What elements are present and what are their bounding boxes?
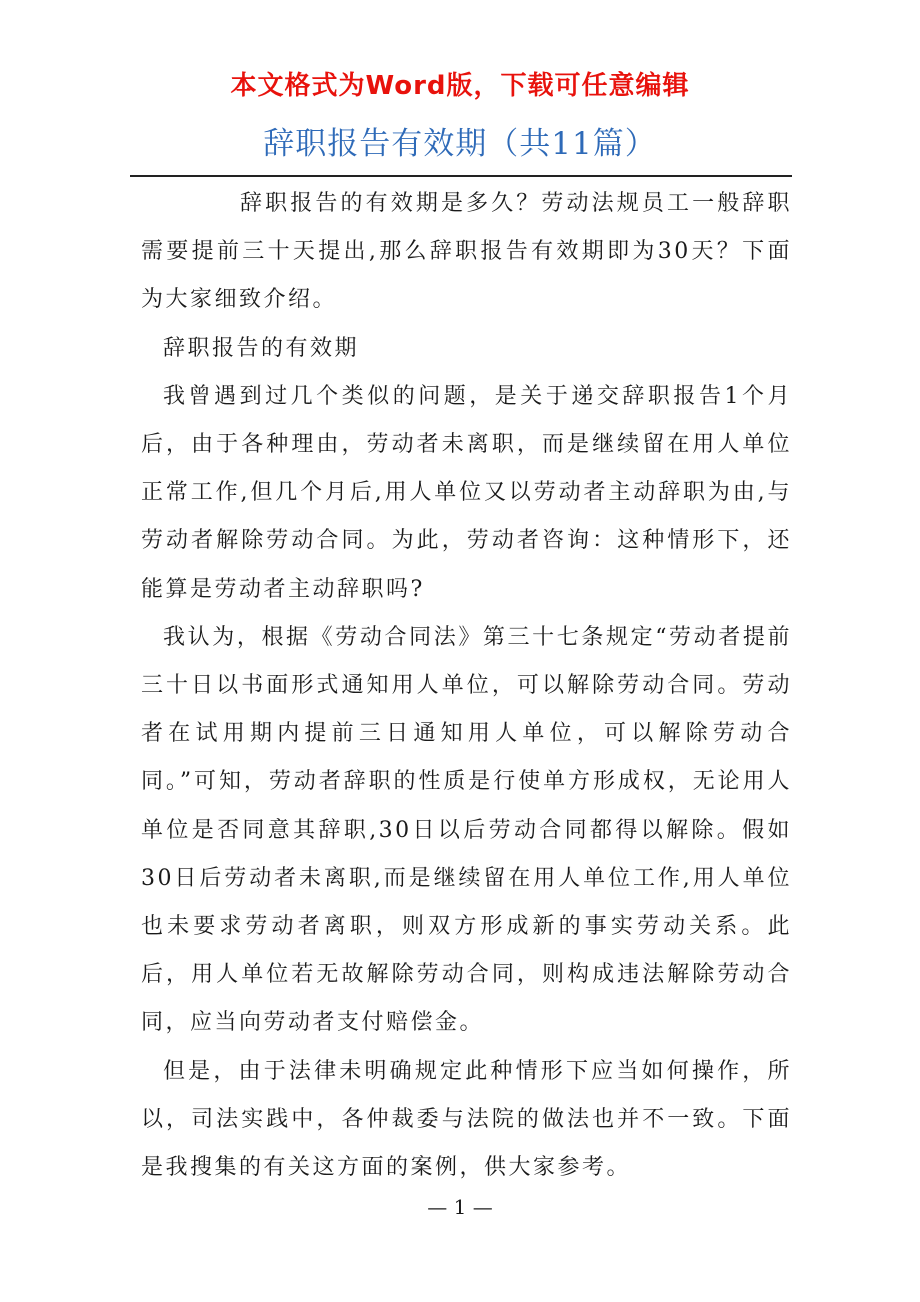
body-paragraph: 我曾遇到过几个类似的问题，是关于递交辞职报告1个月后，由于各种理由，劳动者未离职，而是继续留在用人单位正常工作,但几个月后,用人单位又以劳动者主动辞职为由,与劳动者解除劳动合同。为此，劳动者咨询：这种情形下，还能算是劳动者主动辞职吗? — [141, 383, 792, 602]
page-number: — 1 — — [427, 1195, 493, 1219]
body-paragraph: 我认为，根据《劳动合同法》第三十七条规定“劳动者提前三十日以书面形式通知用人单位，可以解除劳动合同。劳动者在试用期内提前三日通知用人单位，可以解除劳动合同。”可知，劳动者辞职的性质是行使单方形成权，无论用人单位是否同意其辞职,30日以后劳动合同都得以解除。假如30日后劳动者未离职,而是继续留在用人单位工作,用人单位也未要求劳动者离职，则双方形成新的事实劳动关系。此后，用人单位若无故解除劳动合同，则构成违法解除劳动合同，应当向劳动者支付赔偿金。 — [141, 624, 792, 1036]
body-paragraph: 但是，由于法律未明确规定此种情形下应当如何操作，所以，司法实践中，各仲裁委与法院的做法也并不一致。下面是我搜集的有关这方面的案例，供大家参考。 — [141, 1058, 792, 1181]
intro-paragraph: 辞职报告的有效期是多久？劳动法规员工一般辞职需要提前三十天提出,那么辞职报告有效期即为30天？下面为大家细致介绍。 — [141, 191, 792, 313]
document-body — [141, 180, 792, 1192]
word-format-banner: 本文格式为Word版，下载可任意编辑 — [230, 71, 690, 101]
page-title: 辞职报告有效期（共11篇） — [263, 126, 657, 162]
section-heading: 辞职报告的有效期 — [163, 335, 360, 361]
title-underline-divider — [130, 175, 792, 177]
